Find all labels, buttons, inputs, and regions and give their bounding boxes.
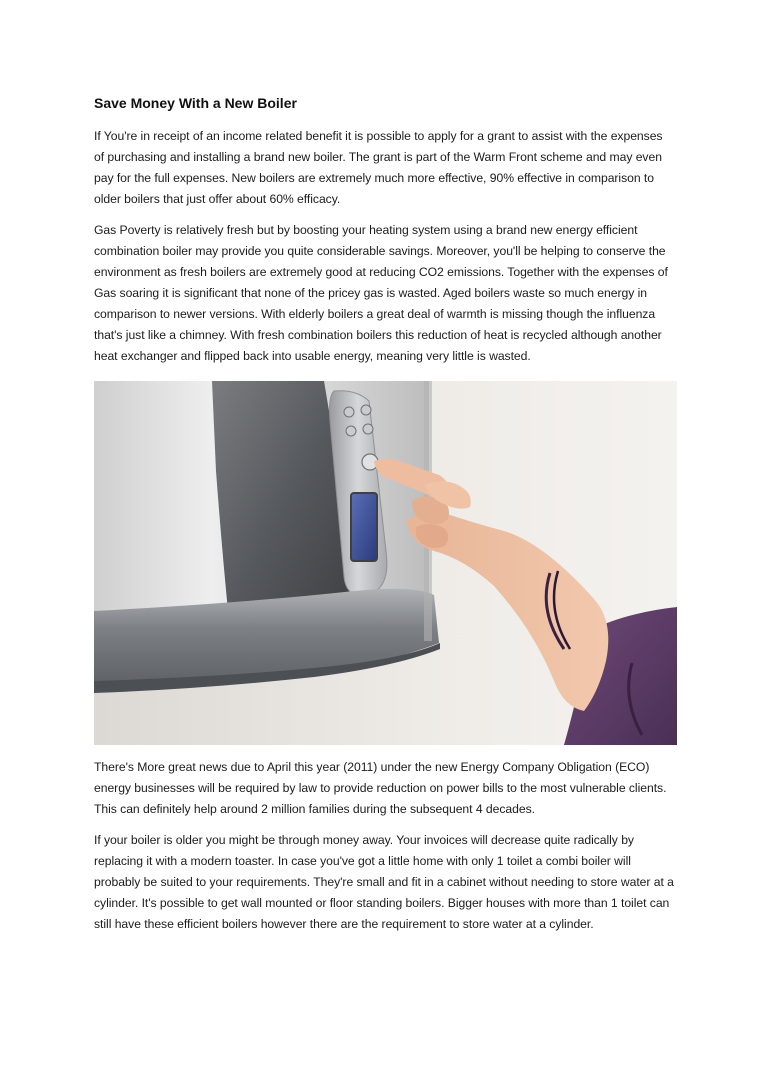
document-content	[94, 94, 674, 945]
paragraph-grant: If You're in receipt of an income related benefit it is possible to apply for a grant to assist with the expenses of purchasing and installing a brand new boiler. The grant is part of the Warm Front scheme and may even pay for the full expenses. New boilers are extremely much more effective, 90% effective in comparison to older boilers that just offer about 60% efficacy.	[94, 129, 663, 206]
boiler-photo	[94, 381, 677, 745]
document-title: Save Money With a New Boiler	[94, 95, 297, 111]
paragraph-older-boiler: If your boiler is older you might be through money away. Your invoices will decrease quite radically by replacing it with a modern toaster. In case you've got a little home with only 1 toilet a combi boiler will probably be suited to your requirements. They're small and fit in a cabinet without needing to store water at a cylinder. It's possible to get wall mounted or floor standing boilers. Bigger houses with more than 1 toilet can still have these efficient boilers however there are the requirement to store water at a cylinder.	[94, 833, 674, 931]
paragraph-gas-poverty: Gas Poverty is relatively fresh but by boosting your heating system using a brand new energy efficient combination boiler may provide you quite considerable savings. Moreover, you'll be helping to conserve the environment as fresh boilers are extremely good at reducing CO2 emissions. Together with the expenses of Gas soaring it is significant that none of the pricey gas is wasted. Aged boilers waste so much energy in comparison to newer versions. With elderly boilers a great deal of warmth is missing though the influenza that's just like a chimney. With fresh combination boilers this reduction of heat is recycled although another heat exchanger and flipped back into usable energy, meaning very little is wasted.	[94, 223, 668, 363]
paragraph-eco: There's More great news due to April this year (2011) under the new Energy Company Obligation (ECO) energy businesses will be required by law to provide reduction on power bills to the most vulnerable clients. This can definitely help around 2 million families during the subsequent 4 decades.	[94, 760, 667, 816]
